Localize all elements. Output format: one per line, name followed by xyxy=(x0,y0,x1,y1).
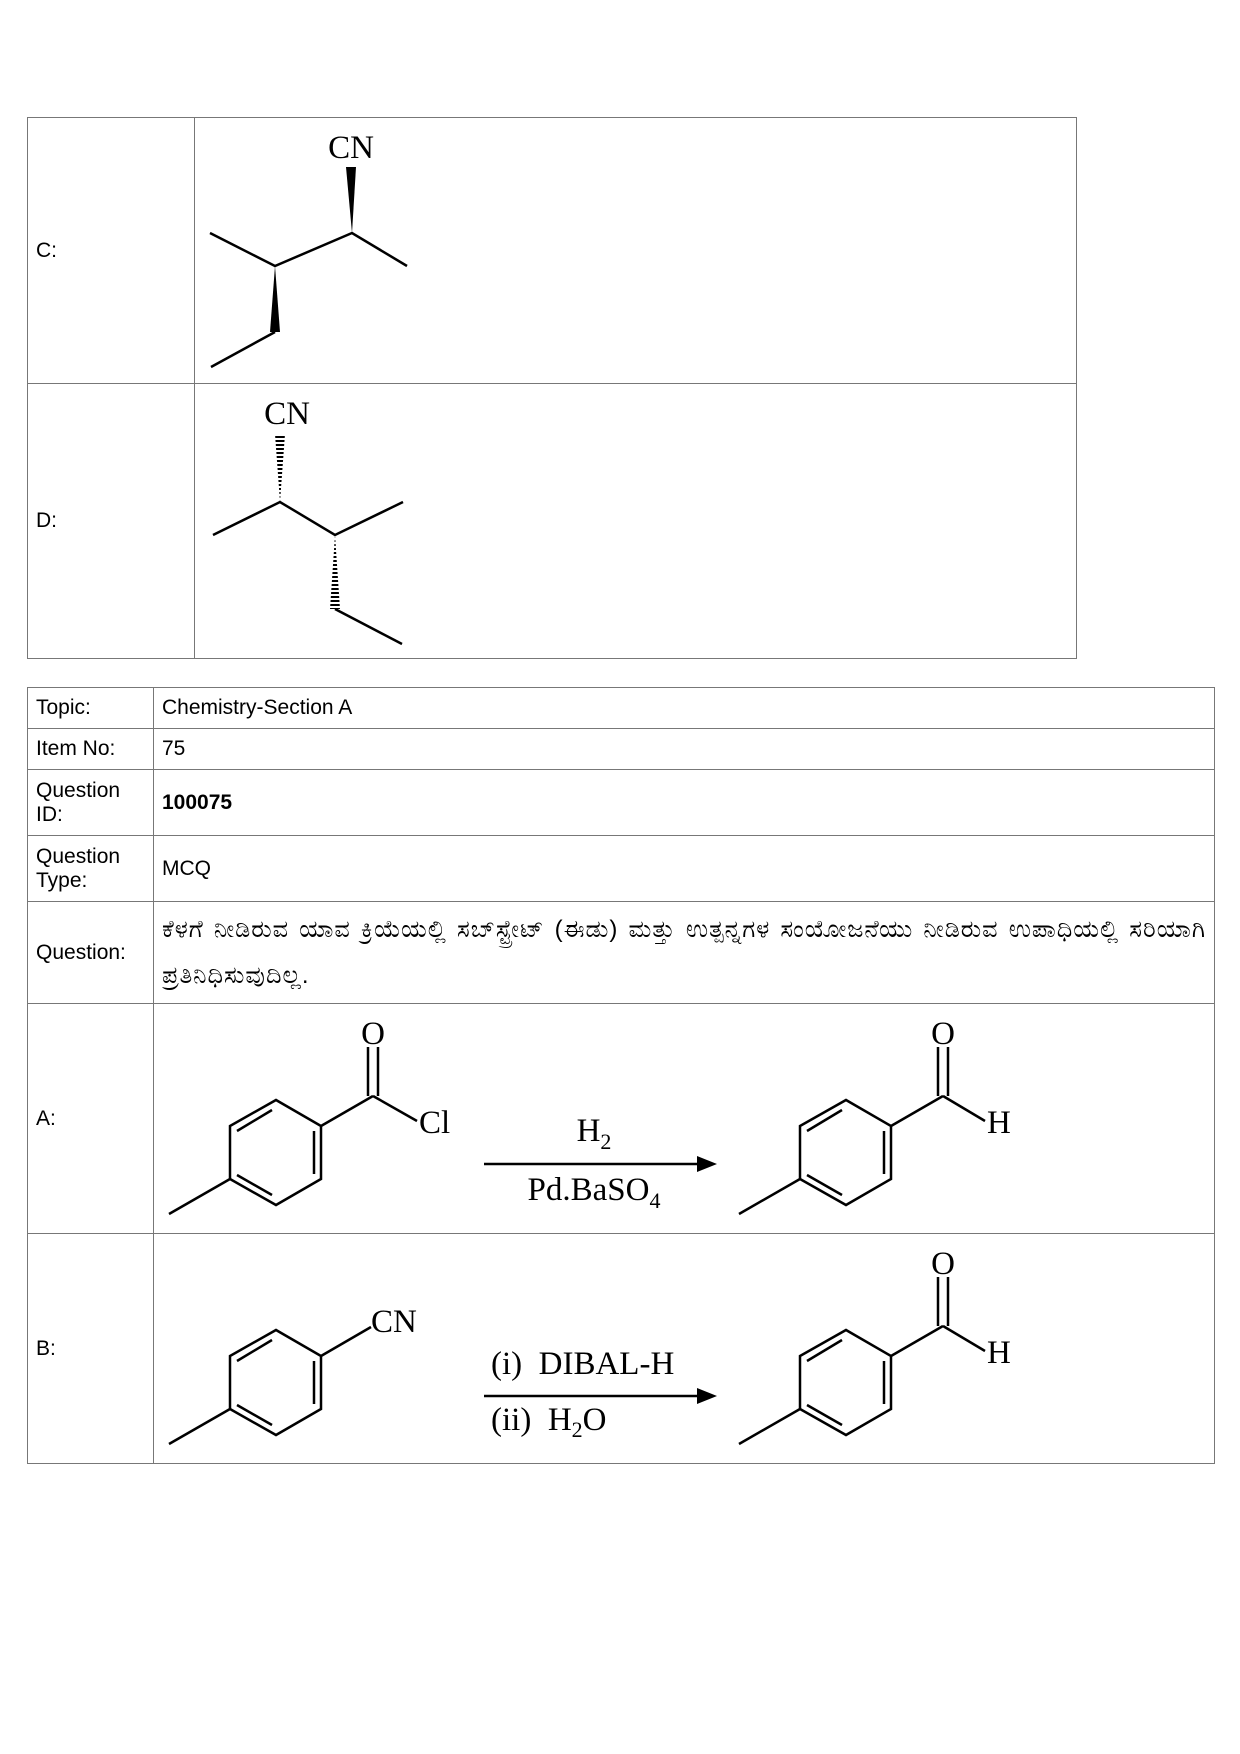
reaction-a xyxy=(154,1004,1214,1233)
reactant-structure xyxy=(169,1047,417,1214)
qtype-label: Question Type: xyxy=(28,836,154,902)
carbon-chain xyxy=(213,502,403,535)
qid-value: 100075 xyxy=(154,770,1215,836)
wedge-bond xyxy=(346,167,356,233)
option-row-b xyxy=(28,1234,1215,1464)
reactant-structure xyxy=(169,1327,371,1444)
qtype-row xyxy=(28,836,1215,902)
hash-bond xyxy=(275,434,285,502)
oxygen-label: O xyxy=(931,1246,955,1282)
structure-d xyxy=(195,384,1075,658)
option-label: B: xyxy=(28,1234,154,1464)
topic-row xyxy=(28,688,1215,729)
qid-row xyxy=(28,770,1215,836)
topic-value: Chemistry-Section A xyxy=(154,688,1215,729)
ethyl-bond xyxy=(335,609,402,644)
wedge-bond xyxy=(270,266,280,332)
structure-c xyxy=(195,118,1075,383)
options-continued-table xyxy=(27,117,1077,659)
option-content xyxy=(154,1234,1215,1464)
reaction-b xyxy=(154,1234,1214,1463)
question-label: Question: xyxy=(28,902,154,1004)
option-row-c xyxy=(28,118,1077,384)
hydrogen-label: H xyxy=(987,1335,1011,1371)
item-row xyxy=(28,729,1215,770)
question-row xyxy=(28,902,1215,1004)
oxygen-label: O xyxy=(931,1016,955,1052)
product-structure xyxy=(739,1047,985,1214)
chlorine-label: Cl xyxy=(419,1105,451,1141)
option-row-d xyxy=(28,384,1077,659)
option-label: D: xyxy=(28,384,195,659)
reagent-bottom: Pd.BaSO$_4$ xyxy=(527,1172,661,1213)
question-text: ಕೆಳಗೆ ನೀಡಿರುವ ಯಾವ ಕ್ರಿಯೆಯಲ್ಲಿ ಸಬ್‌ಸ್ಟ್ರೇಟ್ (ಈಡು) ಮತ್ತು ಉತ್ಪನ್ನಗಳ ಸಂಯೋಜನೆಯು ನೀಡಿರುವ ಉಪಾಧಿಯಲ್ಲಿ ಸರಿಯಾಗಿ ಪ್ರತಿನಿಧಿಸುವುದಿಲ್ಲ. xyxy=(154,902,1215,1004)
option-content xyxy=(154,1004,1215,1234)
arrow-head xyxy=(697,1388,717,1404)
nitrile-label: CN xyxy=(328,130,374,166)
nitrile-label: CN xyxy=(264,396,310,432)
oxygen-label: O xyxy=(361,1016,385,1052)
option-row-a xyxy=(28,1004,1215,1234)
product-structure xyxy=(739,1277,985,1444)
question-table xyxy=(27,687,1215,1464)
item-label: Item No: xyxy=(28,729,154,770)
nitrile-label: CN xyxy=(371,1304,417,1340)
reagent-top: (i) DIBAL-H xyxy=(491,1346,675,1382)
option-content xyxy=(195,118,1077,384)
topic-label: Topic: xyxy=(28,688,154,729)
reagent-bottom: (ii) $H_2O$ xyxy=(491,1402,607,1442)
hash-bond xyxy=(330,535,340,609)
item-value: 75 xyxy=(154,729,1215,770)
qid-label: Question ID: xyxy=(28,770,154,836)
ethyl-bond xyxy=(211,332,275,367)
option-content xyxy=(195,384,1077,659)
arrow-head xyxy=(697,1156,717,1172)
carbon-chain xyxy=(210,233,407,266)
option-label: A: xyxy=(28,1004,154,1234)
option-label: C: xyxy=(28,118,195,384)
reagent-top: $H_2$ xyxy=(576,1113,612,1154)
hydrogen-label: H xyxy=(987,1105,1011,1141)
qtype-value: MCQ xyxy=(154,836,1215,902)
